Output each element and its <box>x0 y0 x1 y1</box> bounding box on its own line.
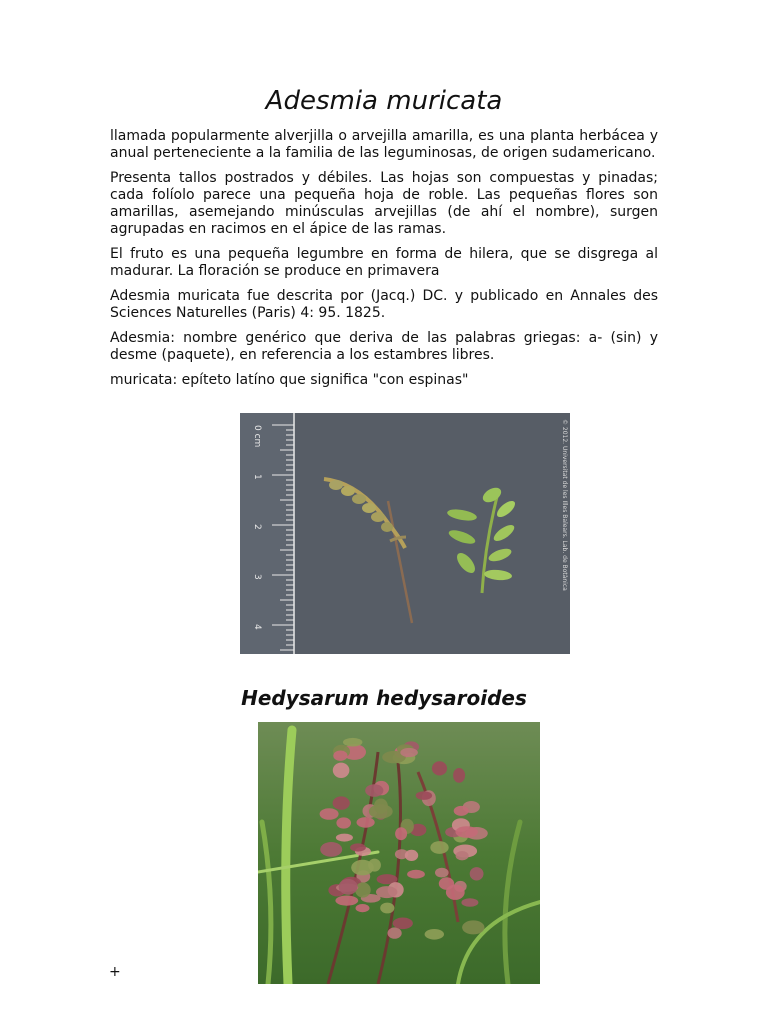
seed-pod <box>416 791 432 800</box>
seed-pod <box>432 761 447 775</box>
seed-pod <box>453 768 465 783</box>
seed-pod <box>380 903 394 914</box>
seed-pod <box>407 870 425 879</box>
body-text <box>110 128 658 397</box>
photo-credit: © 2012. Universitat de les Illes Balears. Lab. de Botànica <box>561 419 568 591</box>
paragraph: muricata: epíteto latíno que significa "con espinas" <box>110 372 469 388</box>
seed-pod <box>320 808 339 820</box>
seed-pod <box>388 927 402 938</box>
page-title: Adesmia muricata <box>265 86 503 116</box>
ruler-label-4: 4 <box>252 624 262 630</box>
seed-pod <box>456 851 469 860</box>
seed-pod <box>393 918 413 930</box>
seed-pod <box>320 842 342 857</box>
ruler-label-2: 2 <box>252 524 262 530</box>
seed-pod <box>336 817 351 828</box>
paragraph: llamada popularmente alverjilla o arvejilla amarilla, es una planta herbácea y anual perteneciente a la familia de las leguminosas, de origen sudamericano. <box>110 128 658 161</box>
ruler-label-3: 3 <box>252 574 262 580</box>
seed-pod <box>355 882 371 897</box>
paragraph: Adesmia: nombre genérico que deriva de las palabras griegas: a- (sin) y desme (paquete), en referencia a los estambres libres. <box>110 330 658 363</box>
ruler-label-1: 1 <box>252 474 262 480</box>
seed-pod <box>343 738 362 747</box>
seed-pod <box>333 751 347 761</box>
seed-pod <box>369 804 393 819</box>
seed-pod <box>435 868 449 878</box>
seed-pod <box>365 784 383 797</box>
footer-mark: + <box>109 964 121 980</box>
seed-pod <box>395 827 407 840</box>
seed-pod <box>446 885 465 900</box>
seed-pod <box>425 929 444 940</box>
seed-pod <box>461 898 478 907</box>
section-title: Hedysarum hedysaroides <box>241 686 527 710</box>
paragraph: Presenta tallos postrados y débiles. Las hojas son compuestas y pinadas; cada folíolo parece una pequeña hoja de roble. Las pequeñas flores son amarillas, asemejando minúsculas arvejillas (de ahí el nombre), surgen agrupadas en racimos en el ápice de las ramas. <box>110 170 658 237</box>
seed-pod <box>335 896 358 906</box>
seed-pod <box>333 796 350 809</box>
seed-pod <box>368 859 381 872</box>
ruler <box>240 413 295 654</box>
seed-pod <box>336 834 353 842</box>
seed-pod <box>400 748 418 757</box>
seed-pod <box>430 841 448 854</box>
paragraph: El fruto es una pequeña legumbre en forma de hilera, que se disgrega al madurar. La floración se produce en primavera <box>110 246 658 279</box>
seed-pod <box>350 843 366 851</box>
seed-pod <box>405 850 418 861</box>
seed-pod <box>356 904 370 912</box>
seed-pod <box>339 879 358 895</box>
hedysarum-photo <box>258 722 540 984</box>
seed-pod <box>333 763 350 778</box>
specimen-photo <box>240 413 570 654</box>
seed-pod <box>376 886 397 898</box>
seed-pod <box>454 806 469 816</box>
seed-pod <box>456 826 478 838</box>
seed-pod <box>357 817 375 828</box>
ruler-label-0: 0 cm <box>252 425 262 448</box>
seed-pod <box>470 867 484 880</box>
paragraph: Adesmia muricata fue descrita por (Jacq.) DC. y publicado en Annales des Sciences Naturelles (Paris) 4: 95. 1825. <box>110 288 658 321</box>
seed-pod <box>462 920 484 934</box>
